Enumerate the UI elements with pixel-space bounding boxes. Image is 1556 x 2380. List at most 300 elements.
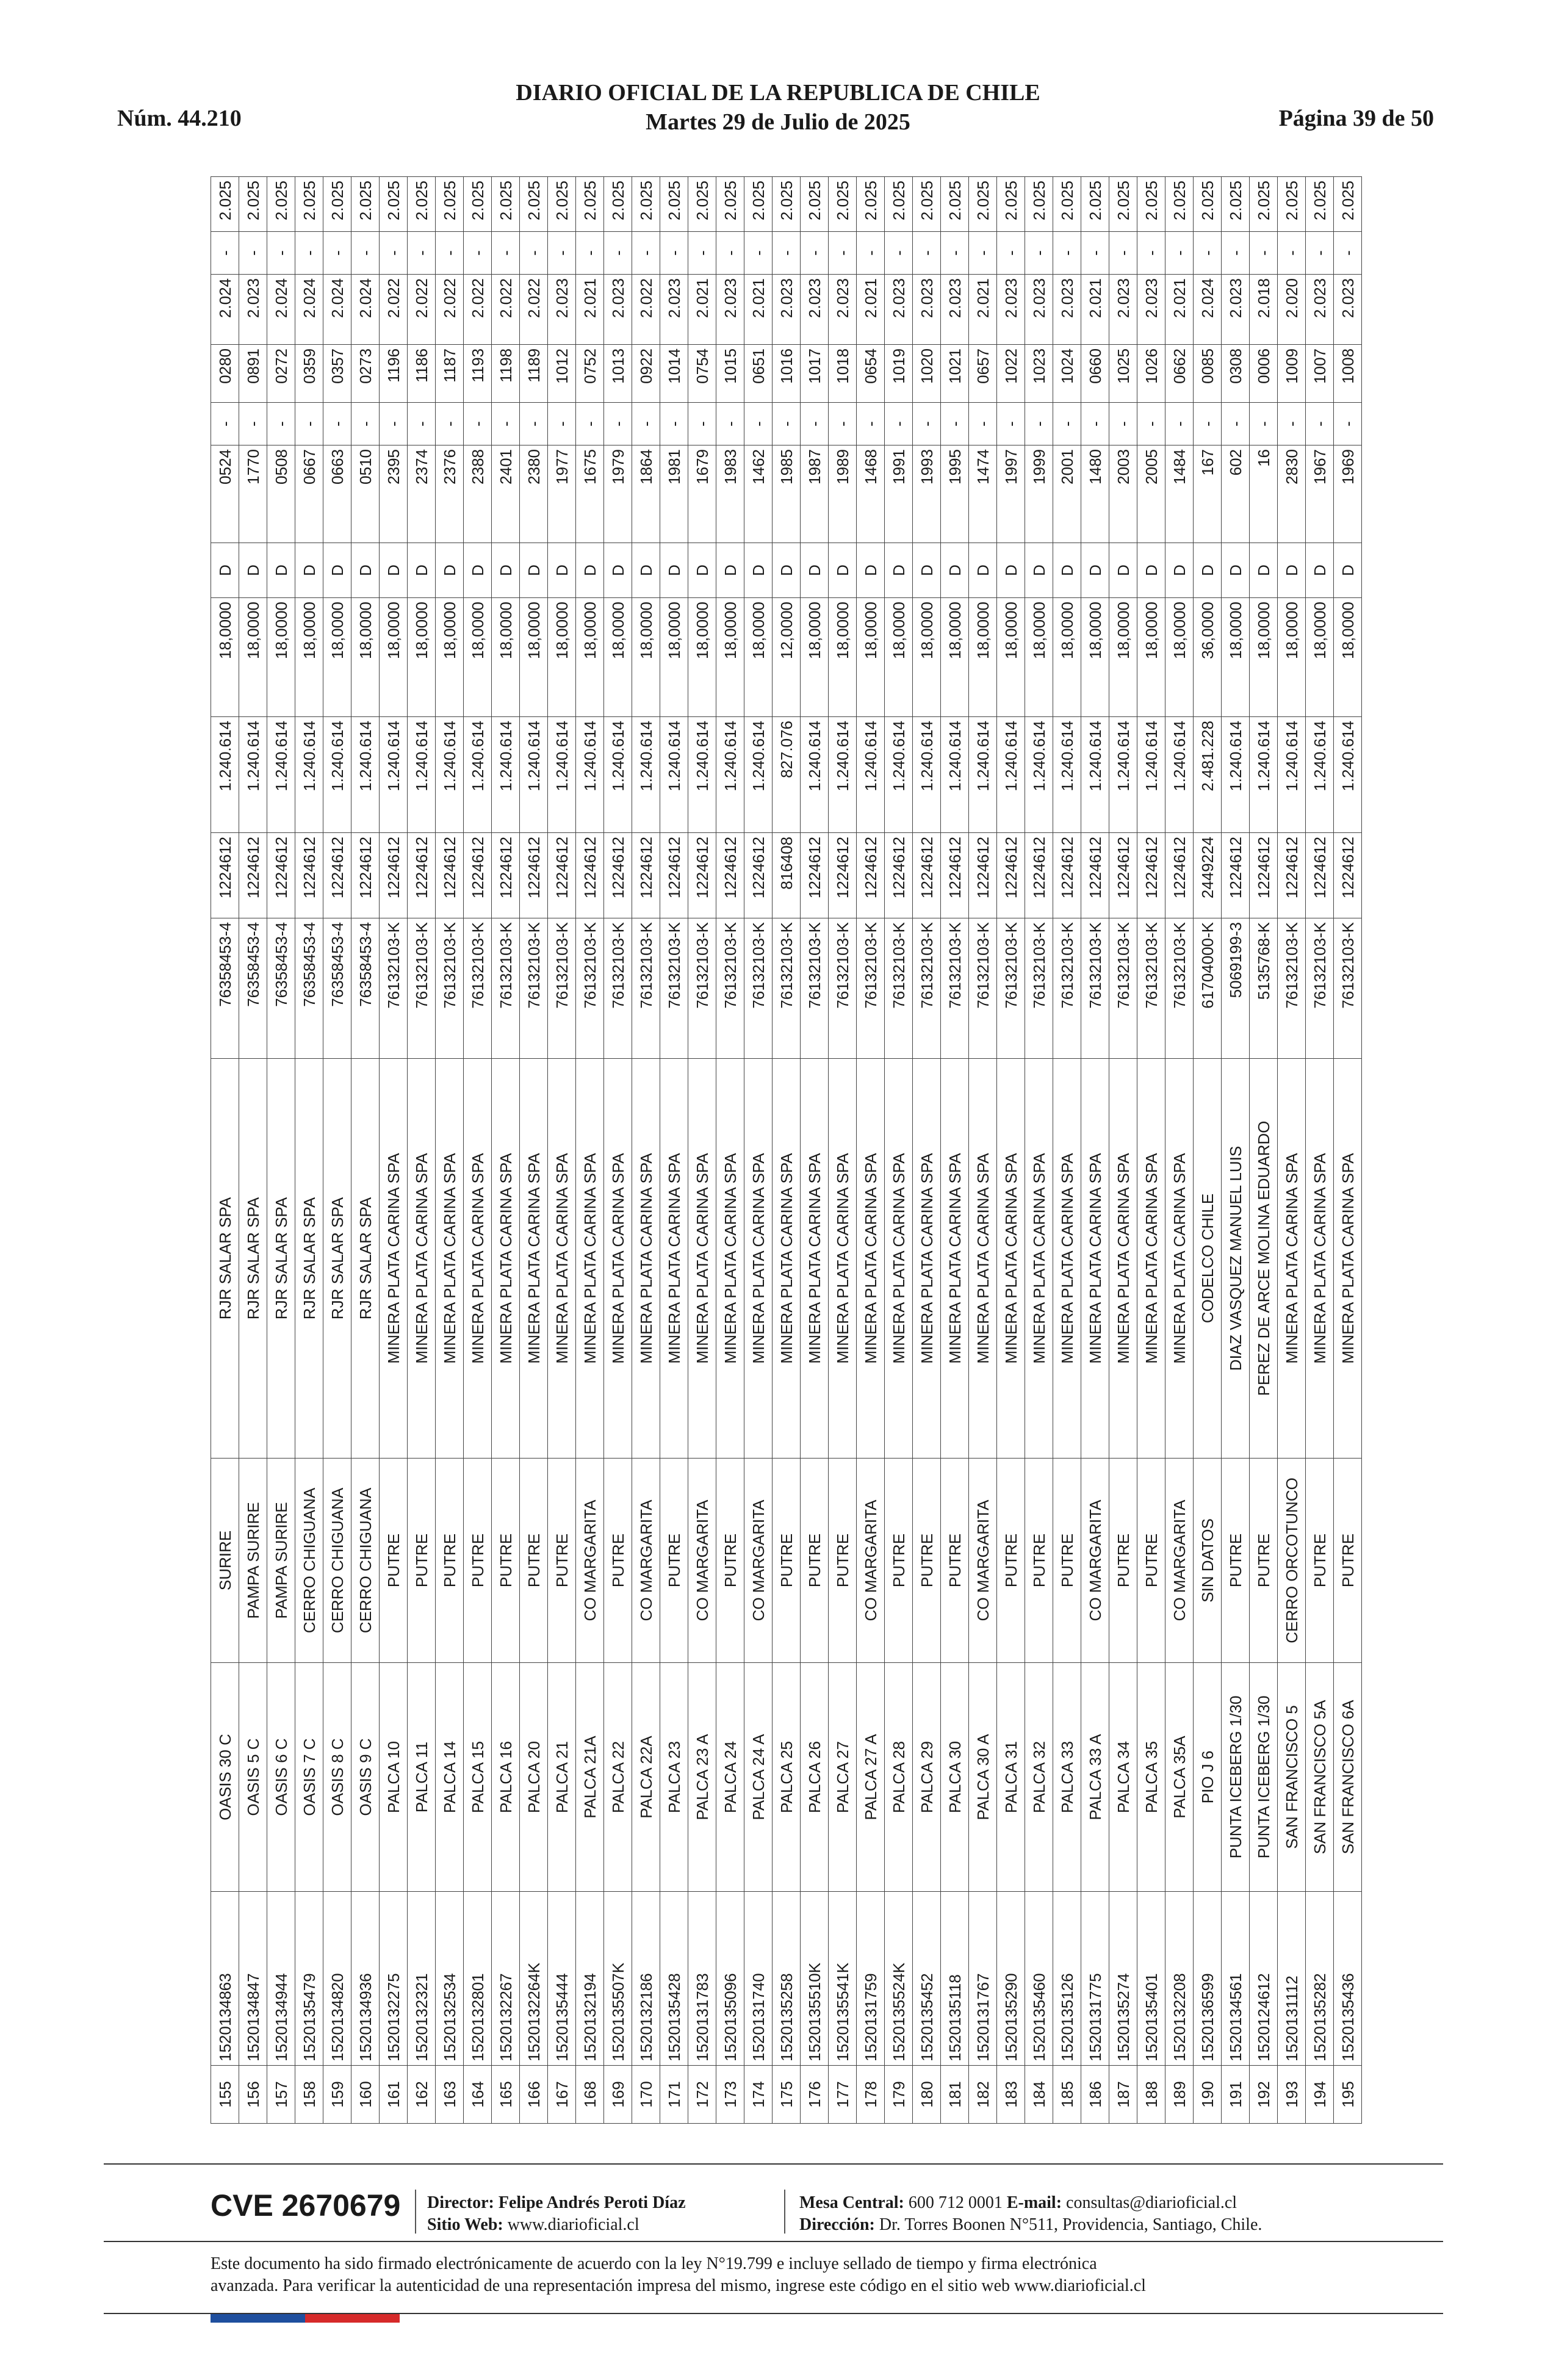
cell-owner: MINERA PLATA CARINA SPA [660,1059,688,1459]
cell-year: 2.023 [1222,275,1250,345]
cell-dash-a: - [1194,403,1222,445]
cell-rol-number: 1520135096 [716,1892,744,2066]
cell-owner-rut: 76358453-4 [351,918,380,1059]
cell-type: D [1053,543,1081,598]
table-row [913,177,941,2124]
cell-location: PUTRE [464,1459,492,1663]
cell-owner: MINERA PLATA CARINA SPA [408,1059,436,1459]
cell-value-b: 1.240.614 [829,717,857,833]
cell-owner: RJR SALAR SPA [267,1059,295,1459]
cell-rol-number: 1520134561 [1222,1892,1250,2066]
cell-inscription: 1468 [857,445,885,543]
cell-owner-rut: 76132103-K [1109,918,1137,1059]
cell-concession-name: PALCA 21A [576,1663,604,1892]
cell-year: 2.021 [1081,275,1109,345]
cell-foja: 1019 [885,345,913,403]
cell-dash-b: - [1053,232,1081,275]
cell-inscription: 1987 [801,445,829,543]
cell-owner-rut: 76132103-K [1053,918,1081,1059]
cell-dash-b: - [1306,232,1334,275]
cell-foja: 1023 [1025,345,1053,403]
cell-location: PUTRE [1250,1459,1278,1663]
cell-inscription: 1462 [744,445,773,543]
cell-foja: 0657 [969,345,997,403]
cell-foja: 0654 [857,345,885,403]
cell-value-b: 1.240.614 [267,717,295,833]
cell-hectares: 18,0000 [436,598,464,717]
cell-value-b: 1.240.614 [1137,717,1165,833]
cell-owner-rut: 76132103-K [548,918,576,1059]
cell-type: D [211,543,239,598]
cell-year-payment: 2.025 [1306,177,1334,232]
cell-concession-name: PALCA 24 [716,1663,744,1892]
cell-inscription: 1480 [1081,445,1109,543]
cell-hectares: 18,0000 [576,598,604,717]
cell-concession-name: PALCA 32 [1025,1663,1053,1892]
cell-type: D [857,543,885,598]
footer-top-rule [104,2163,1443,2165]
cell-concession-name: PALCA 21 [548,1663,576,1892]
cell-type: D [1306,543,1334,598]
cell-value-b: 1.240.614 [239,717,267,833]
cell-rol-number: 1520132275 [380,1892,408,2066]
cell-dash-a: - [323,403,351,445]
cell-owner-rut: 76132103-K [436,918,464,1059]
cell-value-a: 1224612 [997,833,1025,918]
cell-year-payment: 2.025 [1194,177,1222,232]
cell-location: PUTRE [1222,1459,1250,1663]
cell-year: 2.018 [1250,275,1278,345]
flag-red-bar [305,2314,400,2323]
cell-year-payment: 2.025 [1250,177,1278,232]
cell-owner: MINERA PLATA CARINA SPA [716,1059,744,1459]
cell-rol-number: 1520132194 [576,1892,604,2066]
cell-inscription: 1474 [969,445,997,543]
cell-concession-name: PALCA 35 [1137,1663,1165,1892]
legal-notice [211,2253,1370,2297]
cell-location: PAMPA SURIRE [239,1459,267,1663]
cell-concession-name: PALCA 24 A [744,1663,773,1892]
cell-hectares: 18,0000 [857,598,885,717]
cell-year: 2.023 [1053,275,1081,345]
cell-concession-name: OASIS 9 C [351,1663,380,1892]
cell-dash-b: - [969,232,997,275]
cell-dash-b: - [1278,232,1306,275]
cell-foja: 0660 [1081,345,1109,403]
cell-dash-b: - [492,232,520,275]
cell-owner: MINERA PLATA CARINA SPA [913,1059,941,1459]
cell-hectares: 18,0000 [1025,598,1053,717]
rotated-table-wrapper [211,177,1357,2124]
cell-concession-name: PALCA 16 [492,1663,520,1892]
cell-owner-rut: 76132103-K [408,918,436,1059]
cell-location: PUTRE [1334,1459,1362,1663]
cell-inscription: 0510 [351,445,380,543]
table-row [1194,177,1222,2124]
cell-owner: RJR SALAR SPA [295,1059,323,1459]
cell-owner: MINERA PLATA CARINA SPA [688,1059,716,1459]
table-container [211,177,1357,2124]
cell-dash-b: - [520,232,548,275]
cell-dash-b: - [464,232,492,275]
cell-owner-rut: 76132103-K [969,918,997,1059]
cell-owner-rut: 76132103-K [1278,918,1306,1059]
cell-owner-rut: 76132103-K [744,918,773,1059]
cell-concession-name: OASIS 7 C [295,1663,323,1892]
cell-owner-rut: 76132103-K [1165,918,1194,1059]
cell-owner-rut: 76358453-4 [211,918,239,1059]
cell-owner: MINERA PLATA CARINA SPA [520,1059,548,1459]
cell-location: CO MARGARITA [576,1459,604,1663]
cell-value-a: 816408 [773,833,801,918]
cell-rol-number: 1520134820 [323,1892,351,2066]
cell-concession-name: SAN FRANCISCO 6A [1334,1663,1362,1892]
cell-row-number: 192 [1250,2066,1278,2124]
concessions-table [211,176,1362,2124]
cell-concession-name: OASIS 5 C [239,1663,267,1892]
cell-owner-rut: 76132103-K [492,918,520,1059]
table-row [969,177,997,2124]
cell-value-a: 1224612 [969,833,997,918]
cell-value-b: 1.240.614 [716,717,744,833]
cell-type: D [997,543,1025,598]
cell-inscription: 0663 [323,445,351,543]
cell-year-payment: 2.025 [885,177,913,232]
cell-value-b: 1.240.614 [323,717,351,833]
cell-hectares: 12,0000 [773,598,801,717]
cell-type: D [351,543,380,598]
cell-owner: MINERA PLATA CARINA SPA [1137,1059,1165,1459]
cell-dash-a: - [1278,403,1306,445]
cell-value-b: 1.240.614 [548,717,576,833]
cell-year: 2.024 [295,275,323,345]
mesa-phone: 600 712 0001 [908,2193,1003,2212]
cell-owner: MINERA PLATA CARINA SPA [632,1059,660,1459]
cell-concession-name: PALCA 23 [660,1663,688,1892]
cell-value-a: 1224612 [1053,833,1081,918]
cell-type: D [1109,543,1137,598]
cell-dash-b: - [632,232,660,275]
cell-hectares: 18,0000 [211,598,239,717]
table-row [380,177,408,2124]
table-row [632,177,660,2124]
cell-concession-name: PALCA 14 [436,1663,464,1892]
cell-inscription: 1969 [1334,445,1362,543]
cell-row-number: 177 [829,2066,857,2124]
cell-dash-a: - [688,403,716,445]
cell-inscription: 1979 [604,445,632,543]
cell-value-a: 1224612 [548,833,576,918]
footer-mid-rule [104,2241,1443,2242]
cell-owner-rut: 76132103-K [829,918,857,1059]
table-row [1165,177,1194,2124]
cell-year: 2.023 [773,275,801,345]
cell-foja: 1193 [464,345,492,403]
cell-location: PUTRE [941,1459,969,1663]
cell-foja: 1020 [913,345,941,403]
cell-rol-number: 1520135460 [1025,1892,1053,2066]
cell-inscription: 1770 [239,445,267,543]
cell-type: D [1194,543,1222,598]
cell-foja: 1021 [941,345,969,403]
cell-hectares: 18,0000 [1278,598,1306,717]
cell-value-a: 1224612 [1334,833,1362,918]
cell-value-b: 1.240.614 [1025,717,1053,833]
cell-dash-a: - [1137,403,1165,445]
cell-dash-b: - [604,232,632,275]
cell-hectares: 18,0000 [492,598,520,717]
cell-concession-name: PALCA 28 [885,1663,913,1892]
table-row [997,177,1025,2124]
cell-year-payment: 2.025 [323,177,351,232]
cell-type: D [1334,543,1362,598]
cell-value-b: 1.240.614 [857,717,885,833]
cell-inscription: 1991 [885,445,913,543]
cell-year: 2.022 [520,275,548,345]
cell-value-b: 1.240.614 [1222,717,1250,833]
cell-foja: 0891 [239,345,267,403]
cell-inscription: 1981 [660,445,688,543]
cell-value-b: 1.240.614 [688,717,716,833]
cell-row-number: 195 [1334,2066,1362,2124]
cell-dash-a: - [1053,403,1081,445]
cell-rol-number: 1520131759 [857,1892,885,2066]
cell-row-number: 179 [885,2066,913,2124]
cell-dash-b: - [997,232,1025,275]
cell-concession-name: PALCA 27 [829,1663,857,1892]
cell-hectares: 18,0000 [688,598,716,717]
cell-year-payment: 2.025 [857,177,885,232]
cell-owner-rut: 76132103-K [913,918,941,1059]
cell-location: CO MARGARITA [688,1459,716,1663]
cell-concession-name: PALCA 27 A [857,1663,885,1892]
cell-type: D [1081,543,1109,598]
cell-hectares: 18,0000 [1165,598,1194,717]
cell-owner-rut: 76132103-K [773,918,801,1059]
cell-dash-b: - [857,232,885,275]
cell-value-a: 1224612 [239,833,267,918]
cell-row-number: 169 [604,2066,632,2124]
cell-foja: 1016 [773,345,801,403]
web-link[interactable]: www.diarioficial.cl [507,2215,639,2234]
cell-year-payment: 2.025 [1109,177,1137,232]
table-row [323,177,351,2124]
cell-inscription: 2395 [380,445,408,543]
cell-inscription: 0524 [211,445,239,543]
cell-type: D [1025,543,1053,598]
cell-owner-rut: 76358453-4 [267,918,295,1059]
cell-hectares: 18,0000 [520,598,548,717]
cell-year-payment: 2.025 [351,177,380,232]
cell-value-a: 1224612 [1306,833,1334,918]
contact-block [799,2192,1262,2236]
cell-value-b: 1.240.614 [380,717,408,833]
cell-rol-number: 1520135452 [913,1892,941,2066]
mesa-label: Mesa Central: [799,2193,904,2212]
cell-rol-number: 1520135444 [548,1892,576,2066]
cell-inscription: 1679 [688,445,716,543]
table-row [885,177,913,2124]
cell-row-number: 171 [660,2066,688,2124]
cell-year: 2.023 [885,275,913,345]
cell-year-payment: 2.025 [576,177,604,232]
cell-owner: RJR SALAR SPA [323,1059,351,1459]
cell-concession-name: PALCA 30 [941,1663,969,1892]
cell-row-number: 184 [1025,2066,1053,2124]
cell-row-number: 158 [295,2066,323,2124]
cell-owner: RJR SALAR SPA [351,1059,380,1459]
cell-inscription: 16 [1250,445,1278,543]
cell-dash-b: - [829,232,857,275]
cell-location: PUTRE [548,1459,576,1663]
cell-dash-b: - [548,232,576,275]
cell-row-number: 191 [1222,2066,1250,2124]
cell-rol-number: 1520135274 [1109,1892,1137,2066]
cell-owner: MINERA PLATA CARINA SPA [464,1059,492,1459]
cell-value-a: 1224612 [408,833,436,918]
cell-concession-name: PUNTA ICEBERG 1/30 [1222,1663,1250,1892]
cell-year: 2.022 [632,275,660,345]
cell-hectares: 18,0000 [604,598,632,717]
cve-code: CVE 2670679 [211,2188,401,2223]
cell-location: CO MARGARITA [632,1459,660,1663]
cell-rol-number: 1520132321 [408,1892,436,2066]
cell-owner-rut: 76358453-4 [239,918,267,1059]
cell-dash-a: - [913,403,941,445]
cell-location: PUTRE [913,1459,941,1663]
table-row [1137,177,1165,2124]
cell-dash-b: - [1194,232,1222,275]
cell-rol-number: 1520131112 [1278,1892,1306,2066]
cell-type: D [1137,543,1165,598]
cell-dash-b: - [716,232,744,275]
cell-value-a: 1224612 [688,833,716,918]
cell-inscription: 0667 [295,445,323,543]
cell-owner: MINERA PLATA CARINA SPA [1278,1059,1306,1459]
cell-value-b: 2.481.228 [1194,717,1222,833]
cell-inscription: 2830 [1278,445,1306,543]
table-row [604,177,632,2124]
cell-year-payment: 2.025 [688,177,716,232]
cell-year-payment: 2.025 [436,177,464,232]
table-row [408,177,436,2124]
cell-owner: MINERA PLATA CARINA SPA [576,1059,604,1459]
cell-value-a: 1224612 [1025,833,1053,918]
cell-year: 2.022 [492,275,520,345]
cell-foja: 0662 [1165,345,1194,403]
cell-owner-rut: 5135768-K [1250,918,1278,1059]
cell-type: D [1165,543,1194,598]
cell-value-b: 1.240.614 [1053,717,1081,833]
cell-location: PUTRE [436,1459,464,1663]
cell-owner: RJR SALAR SPA [239,1059,267,1459]
cell-year: 2.024 [1194,275,1222,345]
cell-value-b: 827.076 [773,717,801,833]
director-label: Director: [427,2193,494,2212]
cell-year: 2.023 [941,275,969,345]
cell-type: D [885,543,913,598]
cell-value-a: 1224612 [295,833,323,918]
cell-year: 2.023 [1137,275,1165,345]
cell-rol-number: 1520135524K [885,1892,913,2066]
cell-inscription: 2401 [492,445,520,543]
cell-value-b: 1.240.614 [1278,717,1306,833]
cell-year: 2.023 [239,275,267,345]
cell-dash-b: - [351,232,380,275]
cell-foja: 0651 [744,345,773,403]
cell-row-number: 194 [1306,2066,1334,2124]
cell-owner-rut: 76132103-K [688,918,716,1059]
cell-location: PUTRE [408,1459,436,1663]
cell-row-number: 178 [857,2066,885,2124]
cell-hectares: 18,0000 [744,598,773,717]
cell-rol-number: 1520131783 [688,1892,716,2066]
cell-value-b: 1.240.614 [520,717,548,833]
cell-hectares: 18,0000 [716,598,744,717]
cell-location: PUTRE [773,1459,801,1663]
cell-inscription: 2374 [408,445,436,543]
cell-inscription: 602 [1222,445,1250,543]
cell-hectares: 18,0000 [969,598,997,717]
cell-value-b: 1.240.614 [941,717,969,833]
cell-dash-b: - [295,232,323,275]
cell-rol-number: 1520134936 [351,1892,380,2066]
page-number: Página 39 de 50 [1278,106,1434,131]
cell-year-payment: 2.025 [520,177,548,232]
cell-inscription: 1985 [773,445,801,543]
cell-location: PUTRE [829,1459,857,1663]
cell-value-a: 1224612 [520,833,548,918]
cell-row-number: 156 [239,2066,267,2124]
cell-rol-number: 1520135507K [604,1892,632,2066]
table-row [1250,177,1278,2124]
cell-year: 2.022 [436,275,464,345]
cell-foja: 1014 [660,345,688,403]
table-row [211,177,239,2124]
cell-value-b: 1.240.614 [492,717,520,833]
cell-year: 2.021 [744,275,773,345]
cell-rol-number: 1520134944 [267,1892,295,2066]
table-row [436,177,464,2124]
cell-dash-b: - [211,232,239,275]
cell-owner-rut: 76132103-K [660,918,688,1059]
cell-value-a: 1224612 [716,833,744,918]
cell-type: D [492,543,520,598]
cell-year-payment: 2.025 [1025,177,1053,232]
cell-value-a: 1224612 [211,833,239,918]
cell-dash-b: - [913,232,941,275]
cell-dash-b: - [436,232,464,275]
cell-concession-name: OASIS 6 C [267,1663,295,1892]
cell-row-number: 161 [380,2066,408,2124]
cell-dash-a: - [1222,403,1250,445]
cell-value-a: 1224612 [1137,833,1165,918]
cell-owner: MINERA PLATA CARINA SPA [1109,1059,1137,1459]
cell-value-a: 1224612 [744,833,773,918]
email-link[interactable]: consultas@diarioficial.cl [1066,2193,1237,2212]
cell-foja: 0272 [267,345,295,403]
cell-year-payment: 2.025 [1137,177,1165,232]
cell-row-number: 174 [744,2066,773,2124]
cell-dash-a: - [885,403,913,445]
cell-location: CERRO CHIGUANA [351,1459,380,1663]
cell-inscription: 1977 [548,445,576,543]
cell-location: PUTRE [997,1459,1025,1663]
cell-concession-name: PALCA 23 A [688,1663,716,1892]
cell-year-payment: 2.025 [941,177,969,232]
cell-dash-b: - [1081,232,1109,275]
cell-rol-number: 1520135401 [1137,1892,1165,2066]
